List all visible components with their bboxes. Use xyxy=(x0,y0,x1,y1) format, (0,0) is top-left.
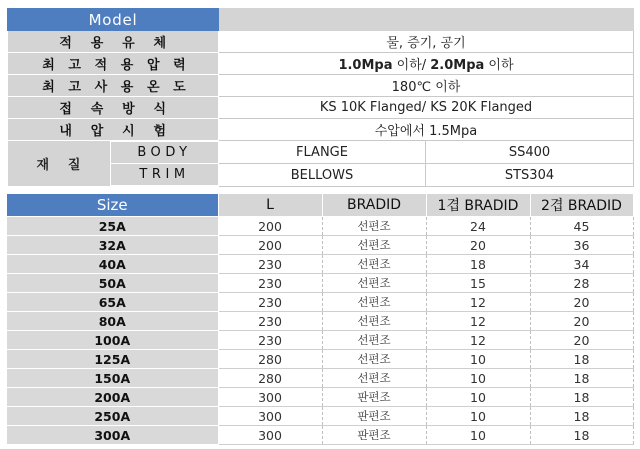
ply1-cell: 10 xyxy=(426,426,530,445)
l-cell: 300 xyxy=(218,426,322,445)
l-cell: 230 xyxy=(218,293,322,312)
spec-table xyxy=(7,8,634,187)
trim-value-2: STS304 xyxy=(426,164,634,187)
bradid-cell: 선편조 xyxy=(322,312,426,331)
ply2-cell: 20 xyxy=(530,293,633,312)
size-table-body xyxy=(7,217,633,445)
material-cell xyxy=(8,141,219,187)
ply1-cell: 10 xyxy=(426,388,530,407)
model-value xyxy=(219,9,634,31)
ply1-cell: 10 xyxy=(426,407,530,426)
bradid-cell: 선편조 xyxy=(322,217,426,236)
header-bradid: BRADID xyxy=(322,194,426,217)
table-row xyxy=(7,236,633,255)
ply2-cell: 18 xyxy=(530,369,633,388)
table-row xyxy=(7,312,633,331)
ply1-cell: 10 xyxy=(426,350,530,369)
bradid-cell: 선편조 xyxy=(322,331,426,350)
table-row xyxy=(7,350,633,369)
ply1-cell: 20 xyxy=(426,236,530,255)
table-row xyxy=(7,407,633,426)
bradid-cell: 판편조 xyxy=(322,426,426,445)
header-l: L xyxy=(218,194,322,217)
size-cell: 32A xyxy=(7,236,218,255)
header-2ply-bradid: 2겹 BRADID xyxy=(530,194,633,217)
body-label: BODY xyxy=(110,142,219,164)
ply1-cell: 18 xyxy=(426,255,530,274)
ply2-cell: 28 xyxy=(530,274,633,293)
size-table-header xyxy=(7,194,633,217)
l-cell: 230 xyxy=(218,255,322,274)
bradid-cell: 선편조 xyxy=(322,274,426,293)
l-cell: 200 xyxy=(218,217,322,236)
trim-label: TRIM xyxy=(110,164,219,186)
table-row xyxy=(7,426,633,445)
bradid-cell: 선편조 xyxy=(322,369,426,388)
bradid-cell: 선편조 xyxy=(322,350,426,369)
spec-value: 물, 증기, 공기 xyxy=(219,31,634,53)
model-label: Model xyxy=(8,9,219,31)
header-size: Size xyxy=(7,194,218,217)
size-cell: 65A xyxy=(7,293,218,312)
header-1ply-bradid: 1겹 BRADID xyxy=(426,194,530,217)
size-cell: 40A xyxy=(7,255,218,274)
size-cell: 125A xyxy=(7,350,218,369)
pressure-part: 2.0Mpa xyxy=(430,58,485,73)
l-cell: 300 xyxy=(218,407,322,426)
table-row xyxy=(7,255,633,274)
bradid-cell: 판편조 xyxy=(322,388,426,407)
spec-row-test xyxy=(8,119,634,141)
ply2-cell: 34 xyxy=(530,255,633,274)
bradid-cell: 선편조 xyxy=(322,255,426,274)
bradid-cell: 선편조 xyxy=(322,236,426,255)
size-cell: 25A xyxy=(7,217,218,236)
spec-label: 최 고 사 용 온 도 xyxy=(8,75,219,97)
spec-label: 접 속 방 식 xyxy=(8,97,219,119)
l-cell: 280 xyxy=(218,350,322,369)
size-cell: 250A xyxy=(7,407,218,426)
spec-row-temperature xyxy=(8,75,634,97)
size-cell: 100A xyxy=(7,331,218,350)
body-value-2: SS400 xyxy=(426,141,634,164)
spec-header-row xyxy=(8,9,634,31)
bradid-cell: 선편조 xyxy=(322,293,426,312)
size-cell: 150A xyxy=(7,369,218,388)
spec-label: 적 용 유 체 xyxy=(8,31,219,53)
spec-label: 내 압 시 험 xyxy=(8,119,219,141)
ply1-cell: 12 xyxy=(426,331,530,350)
pressure-part: 이하/ xyxy=(392,58,431,73)
table-row xyxy=(7,388,633,407)
ply2-cell: 18 xyxy=(530,426,633,445)
material-label: 재 질 xyxy=(8,142,110,186)
l-cell: 300 xyxy=(218,388,322,407)
l-cell: 230 xyxy=(218,274,322,293)
spec-value: 수압에서 1.5Mpa xyxy=(219,119,634,141)
spec-row-connection xyxy=(8,97,634,119)
table-row xyxy=(7,274,633,293)
spec-row-material-body xyxy=(8,141,634,164)
ply2-cell: 20 xyxy=(530,331,633,350)
ply2-cell: 45 xyxy=(530,217,633,236)
table-row xyxy=(7,217,633,236)
ply2-cell: 18 xyxy=(530,350,633,369)
size-cell: 50A xyxy=(7,274,218,293)
l-cell: 280 xyxy=(218,369,322,388)
body-value-1: FLANGE xyxy=(219,141,426,164)
spec-value: 180℃ 이하 xyxy=(219,75,634,97)
size-table xyxy=(7,193,634,445)
spec-row-fluid xyxy=(8,31,634,53)
bradid-cell: 판편조 xyxy=(322,407,426,426)
ply1-cell: 10 xyxy=(426,369,530,388)
ply1-cell: 12 xyxy=(426,312,530,331)
l-cell: 230 xyxy=(218,331,322,350)
spec-label: 최 고 적 용 압 력 xyxy=(8,53,219,75)
size-cell: 80A xyxy=(7,312,218,331)
ply1-cell: 12 xyxy=(426,293,530,312)
table-row xyxy=(7,331,633,350)
ply1-cell: 24 xyxy=(426,217,530,236)
table-row xyxy=(7,369,633,388)
size-cell: 300A xyxy=(7,426,218,445)
ply2-cell: 18 xyxy=(530,407,633,426)
spec-value-pressure xyxy=(219,53,634,75)
trim-value-1: BELLOWS xyxy=(219,164,426,187)
spec-value: KS 10K Flanged/ KS 20K Flanged xyxy=(219,97,634,119)
ply2-cell: 18 xyxy=(530,388,633,407)
ply1-cell: 15 xyxy=(426,274,530,293)
l-cell: 200 xyxy=(218,236,322,255)
spec-row-pressure xyxy=(8,53,634,75)
table-row xyxy=(7,293,633,312)
pressure-part: 1.0Mpa xyxy=(338,58,393,73)
pressure-part: 이하 xyxy=(484,58,514,73)
ply2-cell: 36 xyxy=(530,236,633,255)
ply2-cell: 20 xyxy=(530,312,633,331)
size-cell: 200A xyxy=(7,388,218,407)
l-cell: 230 xyxy=(218,312,322,331)
